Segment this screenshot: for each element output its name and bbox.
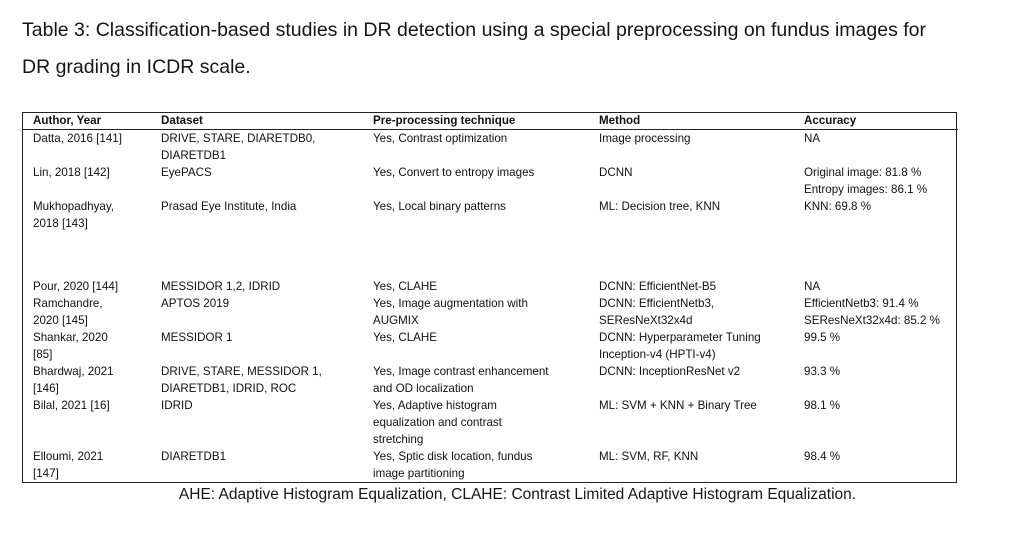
- table-row: [23, 164, 958, 198]
- caption-line-1: Table 3: Classification-based studies in DR detection using a special preprocessing on fundus images for: [22, 19, 926, 41]
- cell-text-line: APTOS 2019: [161, 297, 230, 310]
- cell-text-line: DRIVE, STARE, DIARETDB0,: [161, 132, 316, 145]
- accuracy-cell: [794, 278, 958, 295]
- caption-line-2: DR grading in ICDR scale.: [22, 56, 251, 78]
- cell-text-line: ML: SVM + KNN + Binary Tree: [599, 399, 757, 412]
- cell-text-line: DIARETDB1: [161, 149, 227, 162]
- method-cell: [589, 295, 794, 329]
- cell-text-line: 98.4 %: [804, 450, 841, 463]
- cell-text-line: [85]: [33, 348, 53, 361]
- header-dataset: Dataset: [151, 113, 363, 130]
- cell-text-line: ML: SVM, RF, KNN: [599, 450, 699, 463]
- cell-text-line: Bhardwaj, 2021: [33, 365, 114, 378]
- studies-table: [22, 112, 957, 483]
- cell-text-line: 98.1 %: [804, 399, 841, 412]
- accuracy-cell: [794, 448, 958, 482]
- cell-text-line: MESSIDOR 1,2, IDRID: [161, 280, 281, 293]
- cell-text-line: EyePACS: [161, 166, 212, 179]
- header-preprocessing: Pre-processing technique: [363, 113, 589, 130]
- method-cell: [589, 164, 794, 198]
- table-header-row: [23, 113, 958, 130]
- accuracy-cell: [794, 164, 958, 198]
- cell-text-line: DCNN: EfficientNetb3,: [599, 297, 715, 310]
- dataset-cell: [151, 363, 363, 397]
- cell-text-line: SEResNeXt32x4d: [599, 314, 693, 327]
- author-cell: [23, 295, 151, 329]
- preprocessing-cell: [363, 397, 589, 448]
- dataset-cell: [151, 198, 363, 278]
- cell-text-line: Inception-v4 (HPTI-v4): [599, 348, 716, 361]
- table-row: [23, 363, 958, 397]
- cell-text-line: Yes, Local binary patterns: [373, 200, 506, 213]
- cell-text-line: Yes, Convert to entropy images: [373, 166, 535, 179]
- method-cell: [589, 329, 794, 363]
- cell-text-line: 2020 [145]: [33, 314, 88, 327]
- preprocessing-cell: [363, 198, 589, 278]
- cell-text-line: DIARETDB1, IDRID, ROC: [161, 382, 297, 395]
- cell-text-line: KNN: 69.8 %: [804, 200, 872, 213]
- table-row: [23, 130, 958, 165]
- cell-text-line: and OD localization: [373, 382, 474, 395]
- cell-text-line: 93.3 %: [804, 365, 841, 378]
- accuracy-cell: [794, 329, 958, 363]
- cell-text-line: equalization and contrast: [373, 416, 502, 429]
- cell-text-line: Datta, 2016 [141]: [33, 132, 122, 145]
- cell-text-line: [146]: [33, 382, 59, 395]
- method-cell: [589, 130, 794, 165]
- preprocessing-cell: [363, 363, 589, 397]
- dataset-cell: [151, 397, 363, 448]
- dataset-cell: [151, 164, 363, 198]
- cell-text-line: Pour, 2020 [144]: [33, 280, 119, 293]
- preprocessing-cell: [363, 164, 589, 198]
- table-row: [23, 278, 958, 295]
- method-cell: [589, 363, 794, 397]
- cell-text-line: stretching: [373, 433, 424, 446]
- cell-text-line: Yes, Adaptive histogram: [373, 399, 497, 412]
- cell-text-line: Image processing: [599, 132, 691, 145]
- cell-text-line: DCNN: Hyperparameter Tuning: [599, 331, 761, 344]
- author-cell: [23, 448, 151, 482]
- cell-text-line: Yes, Contrast optimization: [373, 132, 508, 145]
- cell-text-line: DCNN: [599, 166, 633, 179]
- cell-text-line: 99.5 %: [804, 331, 841, 344]
- method-cell: [589, 198, 794, 278]
- cell-text-line: Ramchandre,: [33, 297, 103, 310]
- cell-text-line: Yes, Image contrast enhancement: [373, 365, 549, 378]
- table-row: [23, 295, 958, 329]
- table-row: [23, 198, 958, 278]
- cell-text-line: Yes, CLAHE: [373, 331, 438, 344]
- table-row: [23, 448, 958, 482]
- cell-text-line: NA: [804, 280, 821, 293]
- method-cell: [589, 448, 794, 482]
- accuracy-cell: [794, 198, 958, 278]
- cell-text-line: DRIVE, STARE, MESSIDOR 1,: [161, 365, 322, 378]
- dataset-cell: [151, 130, 363, 165]
- accuracy-cell: [794, 363, 958, 397]
- cell-text-line: Bilal, 2021 [16]: [33, 399, 110, 412]
- method-cell: [589, 278, 794, 295]
- cell-text-line: MESSIDOR 1: [161, 331, 233, 344]
- table-caption: [22, 12, 1012, 86]
- cell-text-line: Yes, Image augmentation with: [373, 297, 528, 310]
- cell-text-line: Elloumi, 2021: [33, 450, 104, 463]
- author-cell: [23, 329, 151, 363]
- cell-text-line: 2018 [143]: [33, 217, 88, 230]
- cell-text-line: [147]: [33, 467, 59, 480]
- accuracy-cell: [794, 130, 958, 165]
- dataset-cell: [151, 448, 363, 482]
- cell-text-line: EfficientNetb3: 91.4 %: [804, 297, 919, 310]
- cell-text-line: Shankar, 2020: [33, 331, 108, 344]
- cell-text-line: DIARETDB1: [161, 450, 227, 463]
- author-cell: [23, 278, 151, 295]
- header-method: Method: [589, 113, 794, 130]
- cell-text-line: Entropy images: 86.1 %: [804, 183, 928, 196]
- preprocessing-cell: [363, 278, 589, 295]
- author-cell: [23, 164, 151, 198]
- preprocessing-cell: [363, 295, 589, 329]
- dataset-cell: [151, 295, 363, 329]
- author-cell: [23, 198, 151, 278]
- header-author-year: Author, Year: [23, 113, 151, 130]
- preprocessing-cell: [363, 329, 589, 363]
- cell-text-line: Yes, Sptic disk location, fundus: [373, 450, 533, 463]
- author-cell: [23, 363, 151, 397]
- accuracy-cell: [794, 397, 958, 448]
- cell-text-line: Original image: 81.8 %: [804, 166, 922, 179]
- cell-text-line: ML: Decision tree, KNN: [599, 200, 721, 213]
- accuracy-cell: [794, 295, 958, 329]
- preprocessing-cell: [363, 130, 589, 165]
- author-cell: [23, 397, 151, 448]
- preprocessing-cell: [363, 448, 589, 482]
- cell-text-line: Yes, CLAHE: [373, 280, 438, 293]
- cell-text-line: SEResNeXt32x4d: 85.2 %: [804, 314, 940, 327]
- cell-text-line: Prasad Eye Institute, India: [161, 200, 297, 213]
- table-footnote: AHE: Adaptive Histogram Equalization, CLAHE: Contrast Limited Adaptive Histogram Equalization.: [178, 486, 857, 503]
- dataset-cell: [151, 329, 363, 363]
- header-accuracy: Accuracy: [794, 113, 958, 130]
- author-cell: [23, 130, 151, 165]
- cell-text-line: AUGMIX: [373, 314, 419, 327]
- cell-text-line: Lin, 2018 [142]: [33, 166, 110, 179]
- table-row: [23, 329, 958, 363]
- cell-text-line: DCNN: InceptionResNet v2: [599, 365, 741, 378]
- dataset-cell: [151, 278, 363, 295]
- table-row: [23, 397, 958, 448]
- cell-text-line: IDRID: [161, 399, 193, 412]
- cell-text-line: DCNN: EfficientNet-B5: [599, 280, 717, 293]
- cell-text-line: Mukhopadhyay,: [33, 200, 114, 213]
- cell-text-line: image partitioning: [373, 467, 465, 480]
- cell-text-line: NA: [804, 132, 821, 145]
- method-cell: [589, 397, 794, 448]
